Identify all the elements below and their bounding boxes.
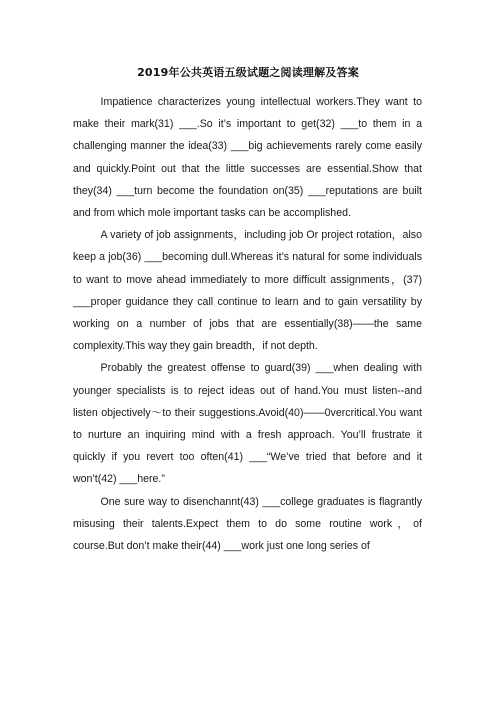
paragraph-1: Impatience characterizes young intellectual workers.They want to make their mark(31) ___.So it’s important to get(32) ___to them in a challenging manner the idea(33) ___big achievements rarely come easily and quickly.Point out that the little successes are essential.Show that they(34) ___turn become the foundation on(35) ___reputations are built and from which mole important tasks can be accomplished.: [73, 96, 422, 220]
document-body: [73, 91, 422, 557]
document-title: 2019年公共英语五级试题之阅读理解及答案: [137, 66, 359, 79]
paragraph-3: Probably the greatest offense to guard(39) ___when dealing with younger specialists is to reject ideas out of hand.You must listen--and listen objectively～to their suggestions.Avoid(40)——0vercritical.You want to nurture an inquiring mind with a fresh approach. You’ll frustrate it quickly if you revert too often(41) ___“We’ve tried that before and it won’t(42) ___here.”: [73, 362, 422, 486]
paragraph-2: A variety of job assignments，including job Or project rotation，also keep a job(36) ___becoming dull.Whereas it’s natural for some individuals to want to move ahead immediately to more difficult assignments，(37) ___proper guidance they call continue to learn and to gain versatility by working on a number of jobs that are essentially(38)——the same complexity.This way they gain breadth，if not depth.: [73, 229, 422, 353]
paragraph-4: One sure way to disenchannt(43) ___college graduates is flagrantly misusing their talents.Expect them to do some routine work，of course.But don’t make their(44) ___work just one long series of: [73, 495, 422, 553]
